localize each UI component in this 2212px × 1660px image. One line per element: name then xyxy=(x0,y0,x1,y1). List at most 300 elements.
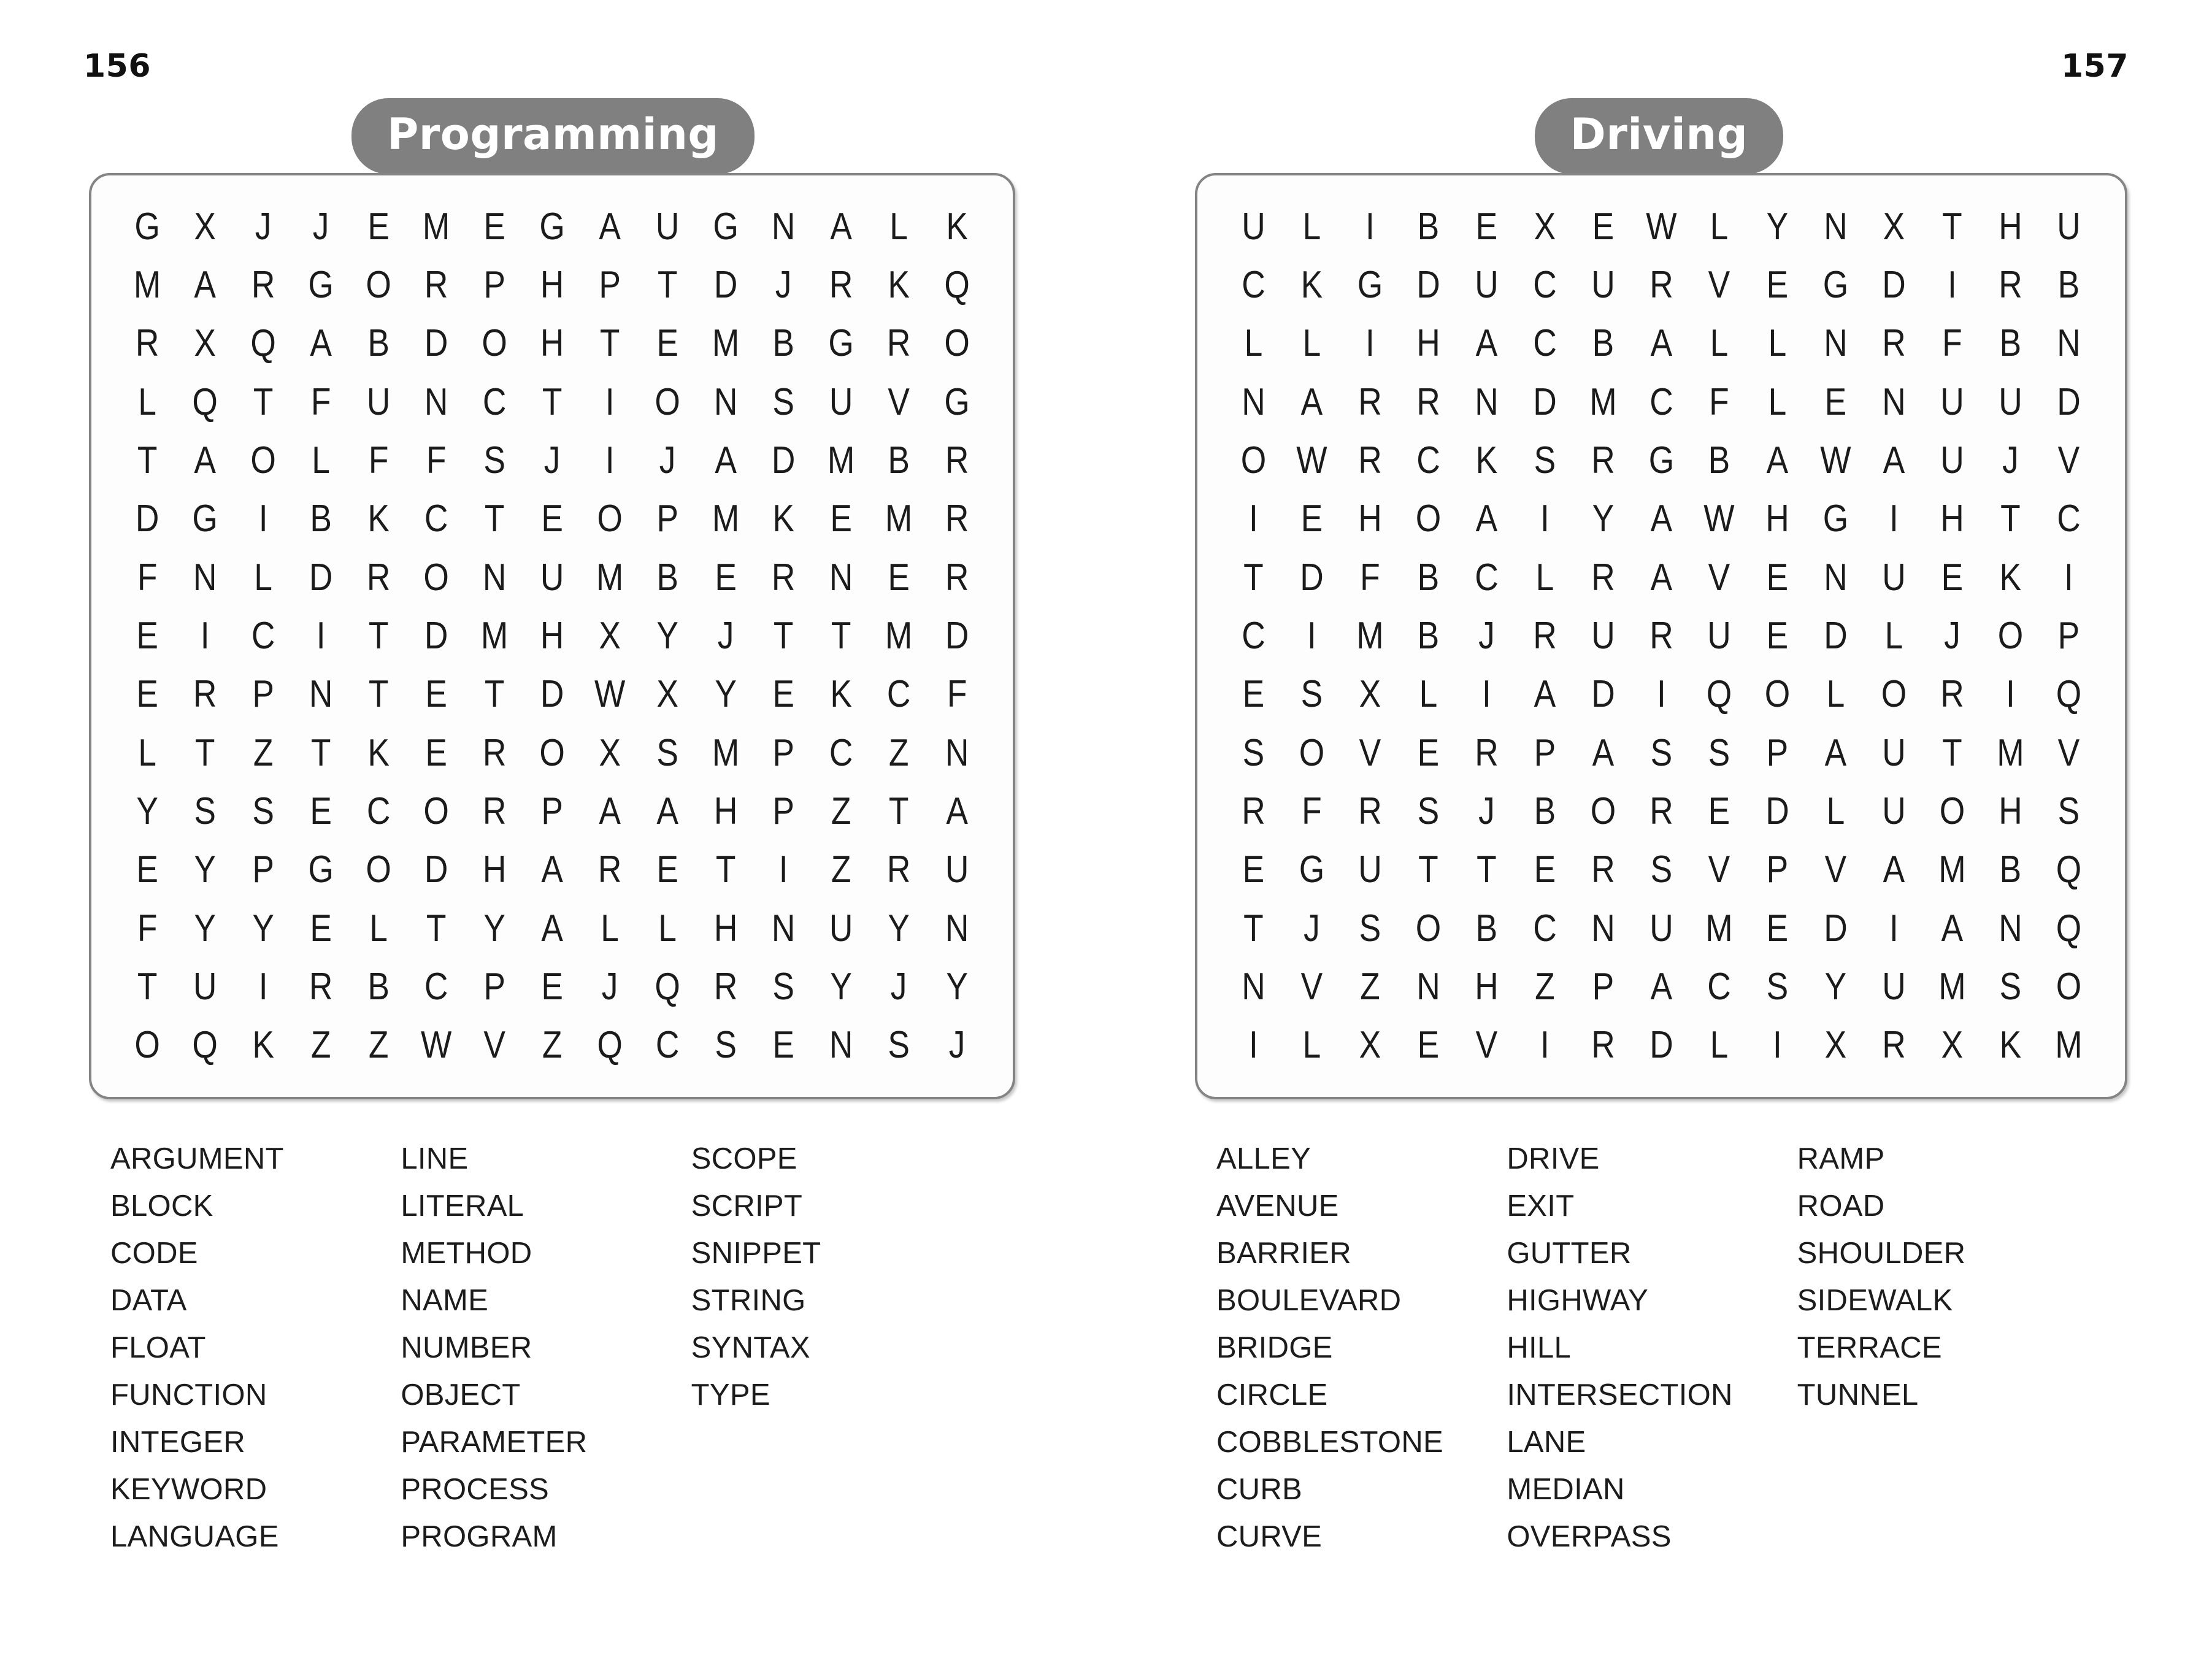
grid-letter[interactable]: G xyxy=(134,205,160,248)
grid-letter[interactable]: F xyxy=(310,380,331,423)
grid-letter[interactable]: X xyxy=(1941,1024,1964,1067)
grid-letter[interactable]: C xyxy=(1242,263,1265,306)
grid-letter[interactable]: C xyxy=(424,498,448,540)
grid-letter[interactable]: O xyxy=(1415,907,1441,950)
grid-letter[interactable]: U xyxy=(366,380,391,423)
grid-letter[interactable]: C xyxy=(1474,556,1499,599)
grid-letter[interactable]: I xyxy=(1656,673,1666,716)
word-list-item[interactable]: OVERPASS xyxy=(1507,1520,1672,1553)
grid-letter[interactable]: R xyxy=(1591,848,1615,891)
grid-letter[interactable]: L xyxy=(1884,614,1903,657)
grid-letter[interactable]: U xyxy=(945,848,969,891)
grid-letter[interactable]: M xyxy=(480,614,508,657)
grid-letter[interactable]: D xyxy=(1649,1024,1673,1067)
grid-letter[interactable]: W xyxy=(1296,439,1327,482)
grid-letter[interactable]: E xyxy=(1300,498,1323,540)
grid-letter[interactable]: R xyxy=(945,556,969,599)
grid-letter[interactable]: Y xyxy=(715,673,737,716)
grid-letter[interactable]: A xyxy=(541,848,563,891)
word-list-item[interactable]: CODE xyxy=(110,1237,198,1270)
grid-letter[interactable]: F xyxy=(1942,322,1962,365)
grid-letter[interactable]: V xyxy=(1359,731,1381,774)
grid-letter[interactable]: K xyxy=(772,498,794,540)
grid-letter[interactable]: B xyxy=(367,965,390,1008)
grid-letter[interactable]: S xyxy=(656,731,679,774)
grid-letter[interactable]: Q xyxy=(944,263,970,306)
grid-letter[interactable]: R xyxy=(945,439,969,482)
grid-letter[interactable]: R xyxy=(366,556,391,599)
grid-letter[interactable]: P xyxy=(252,848,274,891)
grid-letter[interactable]: K xyxy=(367,731,390,774)
grid-letter[interactable]: T xyxy=(773,614,794,657)
grid-letter[interactable]: G xyxy=(308,848,334,891)
word-list-item[interactable]: MEDIAN xyxy=(1507,1473,1625,1506)
grid-letter[interactable]: E xyxy=(425,731,448,774)
grid-letter[interactable]: N xyxy=(771,205,796,248)
grid-letter[interactable]: U xyxy=(1242,205,1265,248)
grid-letter[interactable]: H xyxy=(1940,498,1964,540)
grid-letter[interactable]: E xyxy=(1825,380,1847,423)
grid-letter[interactable]: Y xyxy=(888,907,910,950)
grid-letter[interactable]: B xyxy=(1475,907,1497,950)
grid-letter[interactable]: J xyxy=(1478,790,1495,832)
grid-letter[interactable]: C xyxy=(1416,439,1440,482)
grid-letter[interactable]: I xyxy=(1540,498,1550,540)
grid-letter[interactable]: E xyxy=(1592,205,1614,248)
grid-letter[interactable]: G xyxy=(1357,263,1383,306)
grid-letter[interactable]: P xyxy=(1592,965,1614,1008)
grid-letter[interactable]: H xyxy=(713,907,738,950)
grid-letter[interactable]: D xyxy=(713,263,738,306)
grid-letter[interactable]: M xyxy=(1938,848,1966,891)
grid-letter[interactable]: Y xyxy=(252,907,274,950)
grid-letter[interactable]: L xyxy=(1768,380,1787,423)
grid-letter[interactable]: A xyxy=(1883,439,1905,482)
grid-letter[interactable]: S xyxy=(1300,673,1323,716)
grid-letter[interactable]: F xyxy=(1302,790,1322,832)
grid-letter[interactable]: R xyxy=(1358,380,1382,423)
grid-letter[interactable]: Z xyxy=(253,731,273,774)
word-list-item[interactable]: OBJECT xyxy=(401,1378,521,1412)
grid-letter[interactable]: A xyxy=(1650,556,1672,599)
grid-letter[interactable]: T xyxy=(1243,556,1264,599)
grid-letter[interactable]: P xyxy=(483,263,505,306)
grid-letter[interactable]: L xyxy=(1302,205,1321,248)
grid-letter[interactable]: J xyxy=(543,439,561,482)
grid-letter[interactable]: T xyxy=(137,439,158,482)
grid-letter[interactable]: O xyxy=(1415,498,1441,540)
word-list-item[interactable]: LANGUAGE xyxy=(110,1520,279,1553)
grid-letter[interactable]: S xyxy=(2057,790,2080,832)
grid-letter[interactable]: A xyxy=(1592,731,1614,774)
grid-letter[interactable]: I xyxy=(1365,322,1375,365)
grid-letter[interactable]: B xyxy=(1417,614,1440,657)
grid-letter[interactable]: W xyxy=(421,1024,452,1067)
grid-letter[interactable]: A xyxy=(310,322,332,365)
grid-letter[interactable]: H xyxy=(482,848,506,891)
grid-letter[interactable]: I xyxy=(605,439,615,482)
grid-letter[interactable]: T xyxy=(484,498,505,540)
grid-letter[interactable]: C xyxy=(1649,380,1673,423)
word-list-item[interactable]: LANE xyxy=(1507,1426,1586,1459)
grid-letter[interactable]: M xyxy=(1705,907,1734,950)
grid-letter[interactable]: O xyxy=(366,848,391,891)
grid-letter[interactable]: R xyxy=(713,965,738,1008)
word-list-item[interactable]: FUNCTION xyxy=(110,1378,267,1412)
grid-letter[interactable]: R xyxy=(1649,614,1673,657)
grid-letter[interactable]: T xyxy=(2000,498,2021,540)
grid-letter[interactable]: Q xyxy=(597,1024,623,1067)
word-list-item[interactable]: NAME xyxy=(401,1284,489,1317)
grid-letter[interactable]: C xyxy=(1532,322,1557,365)
word-list-item[interactable]: PARAMETER xyxy=(401,1426,588,1459)
grid-letter[interactable]: L xyxy=(1710,205,1729,248)
grid-letter[interactable]: R xyxy=(1940,673,1964,716)
grid-letter[interactable]: Y xyxy=(136,790,158,832)
grid-letter[interactable]: A xyxy=(194,439,217,482)
grid-letter[interactable]: J xyxy=(1304,907,1320,950)
word-list-item[interactable]: CIRCLE xyxy=(1216,1378,1328,1412)
grid-letter[interactable]: C xyxy=(1532,907,1557,950)
grid-letter[interactable]: I xyxy=(1481,673,1491,716)
grid-letter[interactable]: K xyxy=(252,1024,274,1067)
grid-letter[interactable]: N xyxy=(1416,965,1440,1008)
word-list-item[interactable]: SIDEWALK xyxy=(1797,1284,1953,1317)
grid-letter[interactable]: K xyxy=(1300,263,1323,306)
grid-letter[interactable]: N xyxy=(713,380,738,423)
word-list-item[interactable]: ALLEY xyxy=(1216,1142,1311,1175)
grid-letter[interactable]: S xyxy=(252,790,274,832)
grid-letter[interactable]: A xyxy=(1475,498,1497,540)
grid-letter[interactable]: N xyxy=(771,907,796,950)
word-list-item[interactable]: NUMBER xyxy=(401,1331,532,1364)
grid-letter[interactable]: E xyxy=(310,907,332,950)
grid-letter[interactable]: J xyxy=(601,965,618,1008)
grid-letter[interactable]: S xyxy=(772,380,794,423)
grid-letter[interactable]: E xyxy=(1767,614,1789,657)
grid-letter[interactable]: E xyxy=(1242,673,1265,716)
grid-letter[interactable]: J xyxy=(775,263,792,306)
grid-letter[interactable]: P xyxy=(1767,848,1789,891)
grid-letter[interactable]: G xyxy=(1299,848,1325,891)
grid-letter[interactable]: T xyxy=(368,673,389,716)
grid-letter[interactable]: L xyxy=(138,731,156,774)
grid-letter[interactable]: R xyxy=(771,556,796,599)
grid-letter[interactable]: T xyxy=(195,731,215,774)
grid-letter[interactable]: N xyxy=(829,1024,853,1067)
grid-letter[interactable]: E xyxy=(1242,848,1265,891)
grid-letter[interactable]: E xyxy=(136,614,158,657)
grid-letter[interactable]: T xyxy=(137,965,158,1008)
grid-letter[interactable]: I xyxy=(1889,907,1899,950)
grid-letter[interactable]: N xyxy=(945,731,969,774)
grid-letter[interactable]: E xyxy=(541,965,563,1008)
grid-letter[interactable]: Y xyxy=(483,907,505,950)
grid-letter[interactable]: I xyxy=(1307,614,1316,657)
grid-letter[interactable]: D xyxy=(424,848,448,891)
grid-letter[interactable]: Y xyxy=(830,965,853,1008)
grid-letter[interactable]: R xyxy=(1649,790,1673,832)
grid-letter[interactable]: R xyxy=(945,498,969,540)
grid-letter[interactable]: N xyxy=(1999,907,2022,950)
grid-letter[interactable]: T xyxy=(889,790,909,832)
word-list-item[interactable]: SCOPE xyxy=(691,1142,797,1175)
grid-letter[interactable]: A xyxy=(1767,439,1789,482)
grid-letter[interactable]: O xyxy=(1765,673,1791,716)
grid-letter[interactable]: R xyxy=(309,965,333,1008)
word-list-item[interactable]: HIGHWAY xyxy=(1507,1284,1649,1317)
grid-letter[interactable]: L xyxy=(369,907,388,950)
grid-letter[interactable]: Q xyxy=(192,1024,218,1067)
grid-letter[interactable]: F xyxy=(137,556,158,599)
grid-letter[interactable]: C xyxy=(424,965,448,1008)
grid-letter[interactable]: E xyxy=(1708,790,1730,832)
grid-letter[interactable]: B xyxy=(772,322,794,365)
grid-letter[interactable]: V xyxy=(2057,439,2080,482)
grid-letter[interactable]: O xyxy=(1939,790,1965,832)
grid-letter[interactable]: G xyxy=(1823,498,1849,540)
grid-letter[interactable]: K xyxy=(1475,439,1497,482)
grid-letter[interactable]: Z xyxy=(831,848,851,891)
grid-letter[interactable]: R xyxy=(1649,263,1673,306)
word-list-item[interactable]: INTERSECTION xyxy=(1507,1378,1733,1412)
grid-letter[interactable]: U xyxy=(1358,848,1382,891)
grid-letter[interactable]: N xyxy=(945,907,969,950)
grid-letter[interactable]: B xyxy=(367,322,390,365)
grid-letter[interactable]: D xyxy=(945,614,969,657)
grid-letter[interactable]: O xyxy=(655,380,681,423)
grid-letter[interactable]: E xyxy=(1941,556,1964,599)
grid-letter[interactable]: F xyxy=(137,907,158,950)
grid-letter[interactable]: A xyxy=(1534,673,1556,716)
grid-letter[interactable]: K xyxy=(1999,1024,2022,1067)
grid-letter[interactable]: A xyxy=(599,790,621,832)
grid-letter[interactable]: N xyxy=(1824,556,1848,599)
grid-letter[interactable]: X xyxy=(1825,1024,1847,1067)
grid-letter[interactable]: X xyxy=(656,673,679,716)
grid-letter[interactable]: L xyxy=(1419,673,1438,716)
grid-letter[interactable]: X xyxy=(194,322,217,365)
grid-letter[interactable]: I xyxy=(1948,263,1957,306)
grid-letter[interactable]: D xyxy=(1416,263,1440,306)
word-list-item[interactable]: TYPE xyxy=(691,1378,770,1412)
word-list-item[interactable]: GUTTER xyxy=(1507,1237,1632,1270)
grid-letter[interactable]: M xyxy=(133,263,161,306)
grid-letter[interactable]: H xyxy=(540,322,564,365)
grid-letter[interactable]: J xyxy=(1478,614,1495,657)
grid-letter[interactable]: C xyxy=(656,1024,680,1067)
grid-letter[interactable]: A xyxy=(1650,965,1672,1008)
grid-letter[interactable]: T xyxy=(658,263,678,306)
grid-letter[interactable]: V xyxy=(1475,1024,1497,1067)
grid-letter[interactable]: S xyxy=(1534,439,1556,482)
grid-letter[interactable]: C xyxy=(887,673,911,716)
grid-letter[interactable]: X xyxy=(1534,205,1556,248)
grid-letter[interactable]: A xyxy=(1825,731,1847,774)
grid-letter[interactable]: R xyxy=(1591,1024,1615,1067)
grid-letter[interactable]: K xyxy=(946,205,968,248)
grid-letter[interactable]: D xyxy=(309,556,333,599)
grid-letter[interactable]: U xyxy=(1591,263,1615,306)
grid-letter[interactable]: N xyxy=(1591,907,1615,950)
grid-letter[interactable]: W xyxy=(1820,439,1851,482)
grid-letter[interactable]: R xyxy=(597,848,622,891)
grid-letter[interactable]: U xyxy=(1474,263,1499,306)
grid-letter[interactable]: U xyxy=(1882,556,1906,599)
grid-letter[interactable]: O xyxy=(366,263,391,306)
grid-letter[interactable]: N xyxy=(1242,965,1265,1008)
grid-letter[interactable]: D xyxy=(540,673,564,716)
grid-letter[interactable]: L xyxy=(1710,322,1729,365)
grid-letter[interactable]: U xyxy=(1707,614,1732,657)
word-list-item[interactable]: DATA xyxy=(110,1284,187,1317)
grid-letter[interactable]: V xyxy=(1825,848,1847,891)
grid-letter[interactable]: X xyxy=(1359,673,1381,716)
grid-letter[interactable]: L xyxy=(253,556,272,599)
grid-letter[interactable]: K xyxy=(367,498,390,540)
grid-letter[interactable]: J xyxy=(312,205,329,248)
grid-letter[interactable]: J xyxy=(891,965,907,1008)
grid-letter[interactable]: F xyxy=(1360,556,1380,599)
grid-letter[interactable]: U xyxy=(829,380,853,423)
grid-letter[interactable]: S xyxy=(715,1024,737,1067)
grid-letter[interactable]: V xyxy=(1708,263,1730,306)
grid-letter[interactable]: R xyxy=(251,263,275,306)
grid-letter[interactable]: T xyxy=(253,380,273,423)
grid-letter[interactable]: J xyxy=(2002,439,2019,482)
grid-letter[interactable]: R xyxy=(193,673,217,716)
grid-letter[interactable]: I xyxy=(1540,1024,1550,1067)
grid-letter[interactable]: D xyxy=(1824,614,1848,657)
grid-letter[interactable]: M xyxy=(423,205,450,248)
grid-letter[interactable]: G xyxy=(828,322,854,365)
grid-letter[interactable]: C xyxy=(1242,614,1265,657)
grid-letter[interactable]: Q xyxy=(655,965,681,1008)
grid-letter[interactable]: X xyxy=(1359,1024,1381,1067)
grid-letter[interactable]: G xyxy=(192,498,218,540)
grid-letter[interactable]: A xyxy=(1650,322,1672,365)
grid-letter[interactable]: S xyxy=(483,439,505,482)
grid-letter[interactable]: M xyxy=(712,498,739,540)
grid-letter[interactable]: N xyxy=(193,556,217,599)
grid-letter[interactable]: N xyxy=(829,556,853,599)
word-list-item[interactable]: HILL xyxy=(1507,1331,1572,1364)
grid-letter[interactable]: H xyxy=(1765,498,1790,540)
grid-letter[interactable]: U xyxy=(1882,790,1906,832)
grid-letter[interactable]: I xyxy=(1773,1024,1783,1067)
grid-letter[interactable]: V xyxy=(1708,556,1730,599)
grid-letter[interactable]: W xyxy=(594,673,626,716)
word-list-item[interactable]: CURB xyxy=(1216,1473,1303,1506)
grid-letter[interactable]: O xyxy=(597,498,623,540)
grid-letter[interactable]: D xyxy=(1882,263,1906,306)
grid-letter[interactable]: E xyxy=(830,498,853,540)
word-list-item[interactable]: PROCESS xyxy=(401,1473,550,1506)
word-list-item[interactable]: BOULEVARD xyxy=(1216,1284,1402,1317)
grid-letter[interactable]: R xyxy=(887,322,911,365)
grid-letter[interactable]: R xyxy=(1882,1024,1906,1067)
grid-letter[interactable]: U xyxy=(1940,439,1964,482)
grid-letter[interactable]: E xyxy=(656,322,679,365)
word-search-grid-left[interactable] xyxy=(89,173,1015,1099)
grid-letter[interactable]: H xyxy=(540,614,564,657)
grid-letter[interactable]: J xyxy=(717,614,734,657)
grid-letter[interactable]: U xyxy=(540,556,564,599)
grid-letter[interactable]: Q xyxy=(2056,673,2082,716)
grid-letter[interactable]: S xyxy=(888,1024,910,1067)
grid-letter[interactable]: Z xyxy=(368,1024,389,1067)
grid-letter[interactable]: O xyxy=(423,790,450,832)
grid-letter[interactable]: P xyxy=(252,673,274,716)
grid-letter[interactable]: O xyxy=(1881,673,1907,716)
grid-letter[interactable]: I xyxy=(778,848,788,891)
grid-letter[interactable]: E xyxy=(1767,263,1789,306)
grid-letter[interactable]: B xyxy=(2057,263,2080,306)
grid-letter[interactable]: P xyxy=(656,498,679,540)
grid-letter[interactable]: B xyxy=(1534,790,1556,832)
grid-letter[interactable]: A xyxy=(656,790,679,832)
grid-letter[interactable]: T xyxy=(1476,848,1497,891)
grid-letter[interactable]: A xyxy=(1883,848,1905,891)
grid-letter[interactable]: M xyxy=(885,614,913,657)
grid-letter[interactable]: O xyxy=(1299,731,1325,774)
grid-letter[interactable]: P xyxy=(772,790,794,832)
grid-letter[interactable]: J xyxy=(659,439,676,482)
grid-letter[interactable]: I xyxy=(1249,1024,1258,1067)
grid-letter[interactable]: F xyxy=(947,673,967,716)
word-list-item[interactable]: ARGUMENT xyxy=(110,1142,284,1175)
grid-letter[interactable]: U xyxy=(1882,965,1906,1008)
grid-letter[interactable]: G xyxy=(308,263,334,306)
grid-letter[interactable]: L xyxy=(312,439,330,482)
word-list-item[interactable]: TERRACE xyxy=(1797,1331,1942,1364)
grid-letter[interactable]: D xyxy=(424,614,448,657)
grid-letter[interactable]: I xyxy=(605,380,615,423)
grid-letter[interactable]: I xyxy=(1249,498,1258,540)
grid-letter[interactable]: M xyxy=(1356,614,1384,657)
grid-letter[interactable]: M xyxy=(712,322,739,365)
grid-letter[interactable]: D xyxy=(135,498,159,540)
grid-letter[interactable]: B xyxy=(310,498,332,540)
grid-letter[interactable]: Z xyxy=(1534,965,1555,1008)
grid-letter[interactable]: X xyxy=(194,205,217,248)
grid-letter[interactable]: T xyxy=(542,380,563,423)
grid-letter[interactable]: S xyxy=(772,965,794,1008)
grid-letter[interactable]: R xyxy=(1416,380,1440,423)
word-list-item[interactable]: AVENUE xyxy=(1216,1189,1339,1223)
grid-letter[interactable]: V xyxy=(1300,965,1323,1008)
grid-letter[interactable]: E xyxy=(772,1024,794,1067)
grid-letter[interactable]: D xyxy=(1765,790,1790,832)
word-search-grid-right[interactable] xyxy=(1195,173,2127,1099)
grid-letter[interactable]: P xyxy=(1767,731,1789,774)
grid-letter[interactable]: B xyxy=(1417,556,1440,599)
grid-letter[interactable]: E xyxy=(367,205,390,248)
grid-letter[interactable]: Z xyxy=(310,1024,331,1067)
grid-letter[interactable]: A xyxy=(599,205,621,248)
grid-letter[interactable]: E xyxy=(483,205,505,248)
grid-letter[interactable]: M xyxy=(828,439,855,482)
grid-letter[interactable]: R xyxy=(1882,322,1906,365)
grid-letter[interactable]: C xyxy=(1707,965,1732,1008)
grid-letter[interactable]: B xyxy=(1999,848,2022,891)
grid-letter[interactable]: T xyxy=(368,614,389,657)
grid-letter[interactable]: X xyxy=(599,614,621,657)
grid-letter[interactable]: E xyxy=(1767,556,1789,599)
grid-letter[interactable]: N xyxy=(482,556,506,599)
grid-letter[interactable]: D xyxy=(2057,380,2081,423)
grid-letter[interactable]: H xyxy=(713,790,738,832)
